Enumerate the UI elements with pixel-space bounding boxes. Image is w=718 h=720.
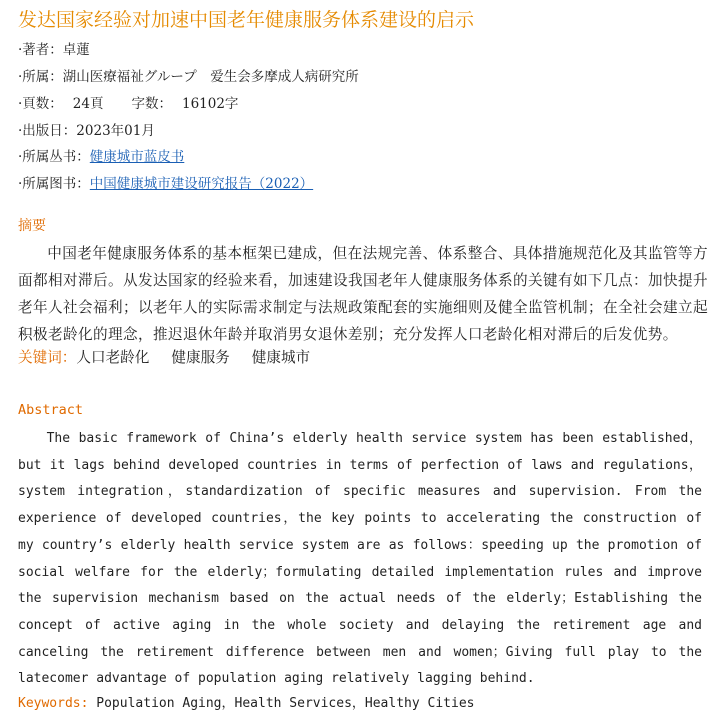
keywords-en-label: Keywords: <box>18 696 89 711</box>
article-title: 发达国家经验对加速中国老年健康服务体系建设的启示 <box>18 9 475 31</box>
meta-date-value: 2023年01月 <box>76 123 155 139</box>
meta-book-label: ·所属图书： <box>18 176 90 192</box>
keywords-en-value: Population Aging，Health Services，Healthy Cities <box>96 696 475 711</box>
meta-affiliation-label: ·所属： <box>18 69 63 85</box>
meta-author-value: 卓蓮 <box>62 42 90 58</box>
meta-affiliation-value: 湖山医療福祉グループ 爱生会多摩成人病研究所 <box>62 69 359 85</box>
meta-book <box>18 175 313 193</box>
abstract-en-label: Abstract <box>18 402 84 418</box>
keyword-cn-3: 健康城市 <box>251 349 311 366</box>
meta-pages-value: 24頁 <box>72 96 104 112</box>
meta-pages-label: ·頁数： <box>18 96 63 112</box>
meta-words-value: 16102字 <box>181 96 239 112</box>
book-link[interactable]: 中国健康城市建设研究报告（2022） <box>89 176 314 192</box>
keyword-cn-1: 人口老龄化 <box>76 349 150 366</box>
series-link[interactable]: 健康城市蓝皮书 <box>89 149 185 165</box>
abstract-cn-text: 中国老年健康服务体系的基本框架已建成，但在法规完善、体系整合、具体措施规范化及其监管等方面都相对滞后。从发达国家的经验来看，加速建设我国老年人健康服务体系的关键有如下几点：加快提升老年人社会福利；以老年人的实际需求制定与法规政策配套的实施细则及健全监管机制；在全社会建立起积极老龄化的理念，推迟退休年龄并取消男女退休差别；充分发挥人口老龄化相对滞后的后发优势。 <box>18 245 708 343</box>
keywords-cn <box>18 346 310 370</box>
keyword-cn-2: 健康服务 <box>171 349 230 366</box>
meta-author-label: ·著者： <box>18 42 63 58</box>
abstract-en-text: The basic framework of China’s elderly health service system has been established，but it lags behind developed countries in terms of perfection of laws and regulations，system integration，standardization of specific measures and supervision. From the experience of developed countries，the key points to accelerating the construction of my country’s elderly health service system are as follows：speeding up the promotion of social welfare for the elderly；formulating detailed implementation rules and improve the supervision mechanism based on the actual needs of the elderly；Establishing the concept of active aging in the whole society and delaying the retirement age and canceling the retirement difference between men and women；Giving full play to the latecomer advantage of population aging relatively lagging behind. <box>18 431 702 687</box>
meta-affiliation <box>18 68 359 86</box>
meta-series <box>18 148 184 166</box>
meta-date-label: ·出版日： <box>18 123 77 139</box>
meta-series-label: ·所属丛书： <box>18 149 90 165</box>
meta-pages-words <box>18 95 238 113</box>
meta-words-label: 字数： <box>131 96 172 112</box>
keywords-en <box>18 693 474 715</box>
abstract-cn-label: 摘要 <box>18 218 46 234</box>
keywords-cn-label: 关键词： <box>18 349 77 366</box>
meta-author <box>18 41 90 59</box>
meta-date <box>18 122 155 140</box>
